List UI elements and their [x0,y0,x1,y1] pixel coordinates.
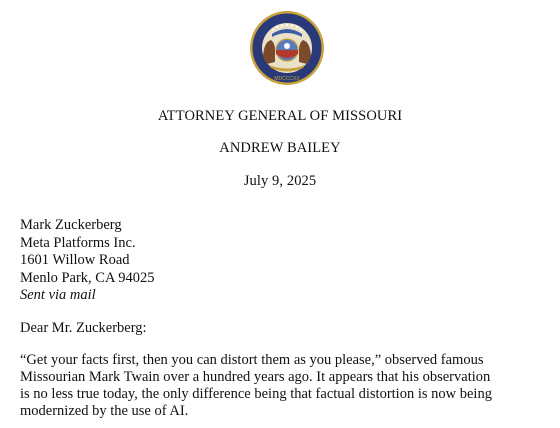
recipient-city: Menlo Park, CA 94025 [20,269,155,286]
recipient-company: Meta Platforms Inc. [20,234,136,251]
salutation: Dear Mr. Zuckerberg: [20,320,147,336]
letter-date: July 9, 2025 [243,173,317,189]
recipient-name: Mark Zuckerberg [20,217,122,233]
missouri-state-seal-icon [249,10,325,86]
office-title: ATTORNEY GENERAL OF MISSOURI [157,108,403,124]
recipient-street: 1601 Willow Road [20,252,130,268]
delivery-method: Sent via mail [20,287,96,303]
recipient-address [20,217,155,305]
body-paragraph: “Get your facts first, then you can distort them as you please,” observed famous Missourian Mark Twain over a hundred years ago. It appears that his observation is no less true today, the only difference being that factual distortion is now being modernized by the use of AI. [20,352,492,419]
attorney-name: ANDREW BAILEY [219,140,341,156]
svg-text:MDCCCXX: MDCCCXX [274,76,300,82]
